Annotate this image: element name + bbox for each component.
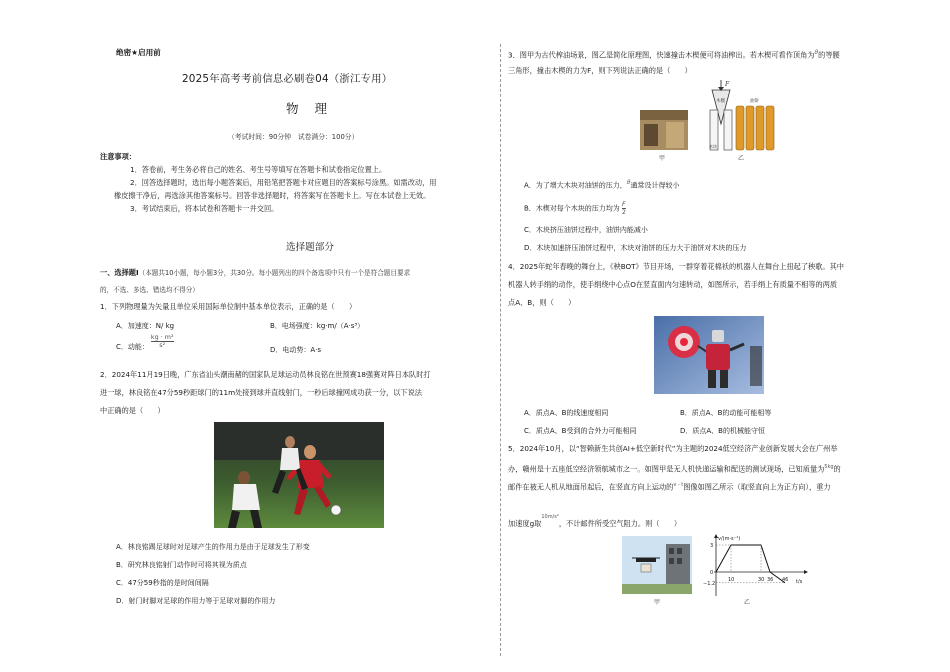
q3-figures bbox=[638, 80, 788, 166]
exam-info: （考试时间：90分钟 试卷满分：100分） bbox=[228, 133, 359, 141]
drone-photo-illustration bbox=[622, 536, 692, 594]
vt-xlabel: t/s bbox=[796, 579, 803, 585]
q1-option-c-fraction bbox=[151, 334, 174, 349]
q5-stem-line4 bbox=[508, 512, 681, 529]
subject-title: 物 理 bbox=[286, 101, 333, 116]
soccer-photo-illustration bbox=[214, 422, 384, 528]
q2-option-c: C．47分59秒指的是时间间隔 bbox=[116, 579, 209, 587]
q2-stem-line3: 中正确的是（ ） bbox=[100, 406, 165, 415]
q5-drone-photo bbox=[622, 536, 692, 594]
q5-vt-label: v - t bbox=[673, 482, 684, 488]
section-intro-bold: 一、选择题Ⅰ bbox=[100, 268, 139, 277]
vt-xtick-10: 10 bbox=[728, 577, 735, 583]
vt-xtick-36: 36 bbox=[767, 577, 774, 583]
vt-origin: 0 bbox=[710, 570, 714, 576]
q5-stem-line4a: 加速度g取 bbox=[508, 519, 542, 528]
q3-stem-line2: 三角形，撞击木楔的力为F，则下列说法正确的是（ ） bbox=[508, 66, 692, 75]
q4-option-c: C．质点A、B受到的合外力可能相同 bbox=[524, 427, 637, 435]
q5-vt-graph bbox=[700, 532, 810, 602]
q3-b-numerator: F bbox=[622, 200, 626, 208]
q3-option-a-theta: θ bbox=[626, 179, 631, 186]
section-intro-line2: 的，不选、多选、错选均不得分） bbox=[100, 286, 199, 294]
q2-option-a: A．林良铭踢足球时对足球产生的作用力是由于足球发生了形变 bbox=[116, 543, 310, 551]
notes-item-2: 2．回答选择题时，选出每小题答案后，用铅笔把答题卡对应题目的答案标号涂黑。如需改动，用 bbox=[130, 178, 437, 187]
q1-option-b: B．电场强度：kg·m/（A·s³） bbox=[270, 322, 365, 330]
q1-option-a: A．加速度：N/ kg bbox=[116, 322, 175, 330]
q2-soccer-photo bbox=[214, 422, 384, 528]
q3-option-b-pre: B．木楔对每个木块的压力均为 bbox=[524, 204, 620, 213]
confidential-mark: 绝密★启用前 bbox=[116, 48, 161, 57]
notes-item-1: 1．答卷前，考生务必将自己的姓名、考生号等填写在答题卡和试卷指定位置上。 bbox=[130, 165, 387, 174]
vt-ytick-neg: −1.2 bbox=[703, 580, 716, 587]
q2-option-b: B．研究林良铭射门动作时可将其视为质点 bbox=[116, 561, 247, 569]
q5-fig-label-a-text: 甲 bbox=[654, 599, 661, 606]
q4-robot-photo bbox=[654, 316, 764, 394]
q1-option-c-prefix: C．动能： bbox=[116, 343, 149, 351]
q3-option-a-pre: A．为了增大木块对油饼的压力， bbox=[524, 181, 627, 190]
q4-stem-line1: 4．2025年蛇年春晚的舞台上，《秧BOT》节目开场，一群穿着花棉袄的机器人在舞台上扭起了秧歌。其中 bbox=[508, 262, 844, 271]
q3-option-b bbox=[524, 201, 628, 216]
q5-stem-line1: 5．2024年10月，以“智赖新生共创AI+低空新时代”为主题的2024低空经济产业创新发展大会在广州举 bbox=[508, 444, 838, 453]
q3-figure-illustration bbox=[638, 80, 788, 166]
exam-title: 2025年高考考前信息必刷卷04（浙江专用） bbox=[182, 73, 393, 85]
vt-xtick-30: 30 bbox=[758, 577, 765, 583]
q4-stem-line3: 点A、B，则（ ） bbox=[508, 298, 576, 307]
q2-stem-line1: 2．2024年11月19日晚，广东省汕头潮南赭的国家队足球运动员林良铭在世预赛18强赛对阵日本队时打 bbox=[100, 370, 431, 379]
q5-stem-line3a: 邮件在被无人机从地面吊起后，在竖直方向上运动的 bbox=[508, 482, 674, 492]
q5-stem-line3 bbox=[508, 480, 831, 492]
q5-stem-line2a: 办，赣州是十五座低空经济领航城市之一。如图甲是无人机快递运输和配送的测试现场，已知质量为 bbox=[508, 464, 825, 474]
q5-stem-line3b: 图像如图乙所示（取竖直向上为正方向），重力 bbox=[683, 482, 831, 492]
q3-option-d: D．木块加速挤压油饼过程中，木块对油饼的压力大于油饼对木块的压力 bbox=[524, 244, 747, 252]
section-title: 选择题部分 bbox=[286, 242, 334, 253]
q2-stem-line2: 进一球，林良铭在47分59秒距球门的11m处接到球并直线射门，一秒后球撞网成功获一分，以下说法 bbox=[100, 388, 422, 397]
q3-fig-wedge: 木楔 bbox=[716, 99, 725, 104]
q4-option-b: B．质点A、B的动能可能相等 bbox=[680, 409, 772, 417]
q1-c-numerator: kg · m² bbox=[150, 332, 174, 341]
q4-option-d: D．质点A、B的机械能守恒 bbox=[680, 427, 765, 435]
vt-curve bbox=[716, 545, 785, 583]
robot-photo-illustration bbox=[654, 316, 764, 394]
q1-option-d: D．电动势：A·s bbox=[270, 346, 322, 354]
column-divider bbox=[500, 44, 501, 656]
vt-graph-svg bbox=[700, 532, 810, 602]
q1-c-denominator: s² bbox=[151, 341, 174, 349]
section-intro-text: （本题共10小题，每小题3分，共30分。每小题列出的四个备选项中只有一个是符合题目要求 bbox=[138, 269, 411, 277]
q1-stem: 1．下列物理量为矢量且单位采用国际单位制中基本单位表示，正确的是（ ） bbox=[100, 302, 357, 311]
q5-fig-label-b: 乙 bbox=[744, 599, 751, 606]
q3-fig-block: 木块 bbox=[709, 144, 717, 149]
q3-b-denominator: 2 bbox=[621, 208, 626, 216]
notes-item-3: 3．考试结束后，将本试卷和答题卡一并交回。 bbox=[130, 204, 279, 213]
q3-option-a-post: 通常设计得较小 bbox=[630, 181, 680, 190]
q3-fig-label-b: 乙 bbox=[738, 155, 745, 162]
notes-heading: 注意事项： bbox=[100, 152, 136, 161]
vt-ytick-3: 3 bbox=[710, 543, 714, 549]
q5-g-value: 10m/s² bbox=[541, 514, 559, 520]
q3-fig-label-a: 甲 bbox=[659, 155, 666, 162]
q2-option-d: D．射门时脚对足球的作用力等于足球对脚的作用力 bbox=[116, 597, 276, 605]
vt-x-arrow bbox=[804, 570, 808, 574]
q1-option-c bbox=[116, 332, 176, 352]
q3-stem-line1b: 的等腰 bbox=[818, 50, 840, 60]
q5-mass: 5kg bbox=[824, 464, 834, 470]
q5-stem-line2 bbox=[508, 462, 841, 474]
q3-option-a bbox=[524, 178, 679, 190]
section-intro bbox=[100, 268, 410, 278]
q4-option-a: A．质点A、B的线速度相同 bbox=[524, 409, 609, 417]
vt-ylabel: v/(m·s⁻¹) bbox=[718, 536, 741, 542]
notes-item-2-cont: 橡皮擦干净后，再选涂其他答案标号。回答非选择题时，将答案写在答题卡上。写在本试卷上无效。 bbox=[114, 191, 431, 200]
q3-stem-line1a: 3．图甲为古代榨油场景，图乙是简化原理图，快速撞击木楔便可将油榨出。若木楔可看作顶角为 bbox=[508, 50, 815, 60]
vt-xtick-46: 46 bbox=[782, 577, 789, 583]
q3-stem-line1 bbox=[508, 48, 840, 60]
q5-stem-line2b: 的 bbox=[833, 464, 841, 474]
q5-stem-line4b: ，不计邮件所受空气阻力。则（ ） bbox=[558, 519, 682, 528]
q4-stem-line2: 机器人转手绢的动作，使手绢绕中心点O在竖直面内匀速转动，如图所示，若手绢上有质量不相等的两质 bbox=[508, 280, 838, 289]
q3-fig-cake: 油饼 bbox=[750, 99, 759, 104]
q3-option-b-fraction bbox=[622, 201, 626, 216]
q3-fig-force: F bbox=[725, 81, 730, 88]
q3-option-c: C．木块挤压油饼过程中，油饼内能减小 bbox=[524, 226, 648, 234]
q3-theta: θ bbox=[814, 49, 819, 56]
